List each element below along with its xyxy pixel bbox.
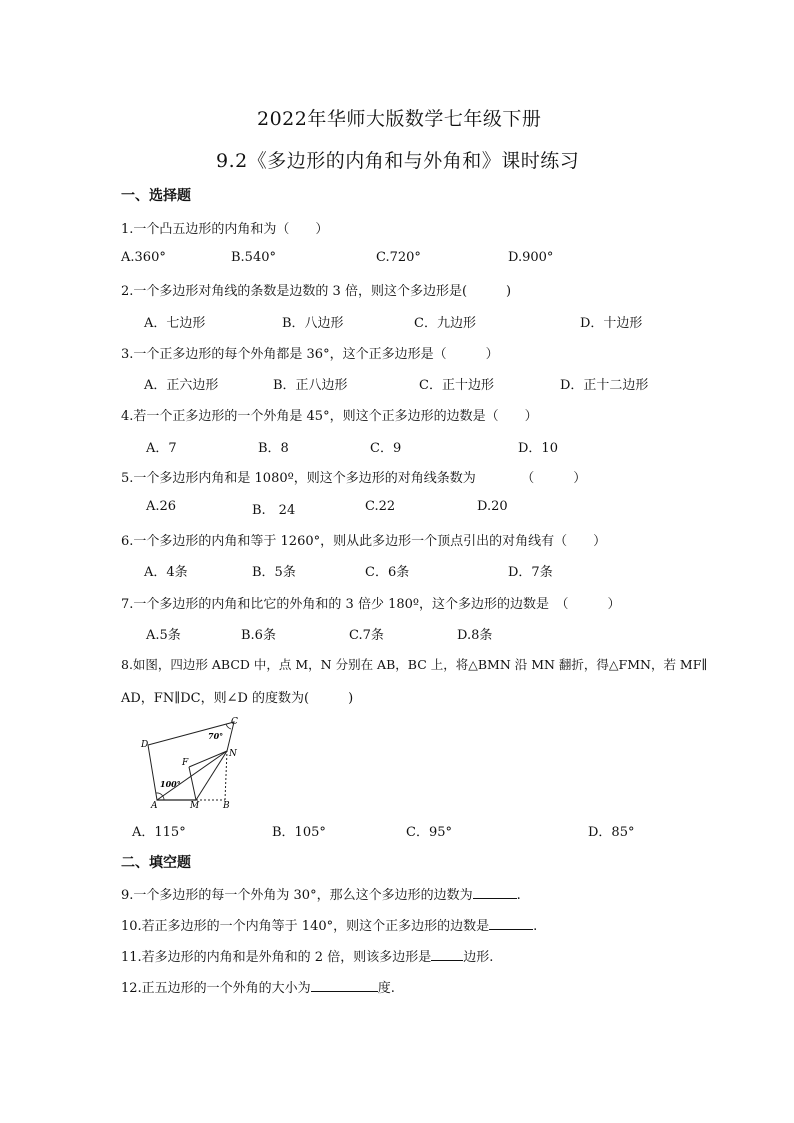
label-m: M bbox=[190, 801, 200, 809]
q3-option-c: C．正十边形 bbox=[419, 378, 494, 393]
answer-blank-11[interactable] bbox=[431, 948, 463, 961]
segment-m-f bbox=[189, 767, 196, 800]
q1-option-b: B.540° bbox=[231, 250, 276, 265]
question-2: 2.一个多边形对角线的条数是边数的 3 倍，则这个多边形是( ) bbox=[121, 284, 512, 299]
question-8-line-2: AD，FN∥DC，则∠D 的度数为( ) bbox=[121, 691, 354, 706]
question-7: 7.一个多边形的内角和比它的外角和的 3 倍少 180º，这个多边形的边数是 （ ） bbox=[121, 597, 621, 612]
q8-option-b: B．105° bbox=[272, 825, 326, 840]
dashed-segment-b-n bbox=[225, 751, 227, 800]
question-12 bbox=[121, 977, 395, 996]
label-b: B bbox=[223, 801, 230, 809]
quadrilateral-figure bbox=[138, 714, 248, 809]
question-3: 3.一个正多边形的每个外角都是 36°，这个正多边形是（ ） bbox=[121, 347, 499, 362]
answer-blank-10[interactable] bbox=[489, 917, 533, 930]
question-12-end: 度. bbox=[377, 981, 395, 996]
q5-option-b: B. 24 bbox=[252, 503, 296, 518]
section-heading-choice: 一、选择题 bbox=[121, 188, 191, 204]
q6-option-d: D．7条 bbox=[508, 565, 553, 580]
label-n: N bbox=[229, 749, 237, 759]
page-title: 2022年华师大版数学七年级下册 bbox=[257, 108, 542, 130]
q7-option-c: C.7条 bbox=[349, 628, 384, 643]
q8-option-c: C．95° bbox=[406, 825, 452, 840]
q2-option-c: C．九边形 bbox=[414, 316, 476, 331]
question-5: 5.一个多边形内角和是 1080º，则这个多边形的对角线条数为 （ ） bbox=[121, 471, 587, 486]
section-heading-fill: 二、填空题 bbox=[121, 855, 191, 871]
q4-option-d: D．10 bbox=[518, 441, 558, 456]
page-subtitle: 9.2《多边形的内角和与外角和》课时练习 bbox=[216, 150, 580, 172]
label-f: F bbox=[182, 758, 189, 768]
q3-option-a: A．正六边形 bbox=[144, 378, 219, 393]
q5-option-d: D.20 bbox=[477, 499, 508, 514]
question-9-text: 9.一个多边形的每一个外角为 30°，那么这个多边形的边数为 bbox=[121, 888, 473, 903]
label-a: A bbox=[151, 801, 158, 809]
question-10-end: . bbox=[533, 919, 538, 934]
question-9 bbox=[121, 884, 521, 903]
question-10 bbox=[121, 915, 537, 934]
question-4: 4.若一个正多边形的一个外角是 45°，则这个正多边形的边数是（ ） bbox=[121, 409, 538, 424]
q6-option-b: B．5条 bbox=[252, 565, 296, 580]
q6-option-c: C．6条 bbox=[365, 565, 410, 580]
q5-option-c: C.22 bbox=[365, 499, 396, 514]
q1-option-c: C.720° bbox=[376, 250, 421, 265]
q4-option-b: B．8 bbox=[258, 441, 289, 456]
q8-option-a: A．115° bbox=[132, 825, 186, 840]
question-8-line-1: 8.如图，四边形 ABCD 中，点 M，N 分别在 AB，BC 上，将△BMN 沿 MN 翻折，得△FMN，若 MF∥ bbox=[121, 657, 708, 672]
q6-option-a: A．4条 bbox=[144, 565, 188, 580]
question-12-text: 12.正五边形的一个外角的大小为 bbox=[121, 981, 311, 996]
question-11-end: 边形. bbox=[463, 950, 494, 965]
q7-option-b: B.6条 bbox=[241, 628, 276, 643]
q3-option-d: D．正十二边形 bbox=[560, 378, 649, 393]
q4-option-c: C．9 bbox=[370, 441, 402, 456]
question-10-text: 10.若正多边形的一个内角等于 140°，则这个正多边形的边数是 bbox=[121, 919, 490, 934]
answer-blank-12[interactable] bbox=[311, 979, 378, 992]
q7-option-d: D.8条 bbox=[457, 628, 493, 643]
angle-label-c: 70° bbox=[208, 731, 224, 741]
q8-option-d: D．85° bbox=[588, 825, 635, 840]
question-9-end: . bbox=[516, 888, 521, 903]
q1-option-d: D.900° bbox=[508, 250, 554, 265]
q2-option-a: A．七边形 bbox=[144, 316, 206, 331]
q3-option-b: B．正八边形 bbox=[273, 378, 348, 393]
question-11-text: 11.若多边形的内角和是外角和的 2 倍，则该多边形是 bbox=[121, 950, 432, 965]
q5-option-a: A.26 bbox=[146, 499, 177, 514]
label-d: D bbox=[141, 740, 149, 750]
segment-m-n bbox=[196, 751, 227, 800]
q2-option-d: D．十边形 bbox=[580, 316, 643, 331]
label-c: C bbox=[231, 717, 238, 727]
question-6: 6.一个多边形的内角和等于 1260°，则从此多边形一个顶点引出的对角线有（ ） bbox=[121, 534, 607, 549]
q2-option-b: B．八边形 bbox=[282, 316, 344, 331]
question-11 bbox=[121, 946, 493, 965]
q1-option-a: A.360° bbox=[121, 250, 166, 265]
q7-option-a: A.5条 bbox=[146, 628, 181, 643]
angle-label-a: 100° bbox=[160, 779, 181, 789]
q4-option-a: A．7 bbox=[146, 441, 177, 456]
answer-blank-9[interactable] bbox=[473, 886, 517, 899]
question-1: 1.一个凸五边形的内角和为（ ） bbox=[121, 222, 329, 237]
